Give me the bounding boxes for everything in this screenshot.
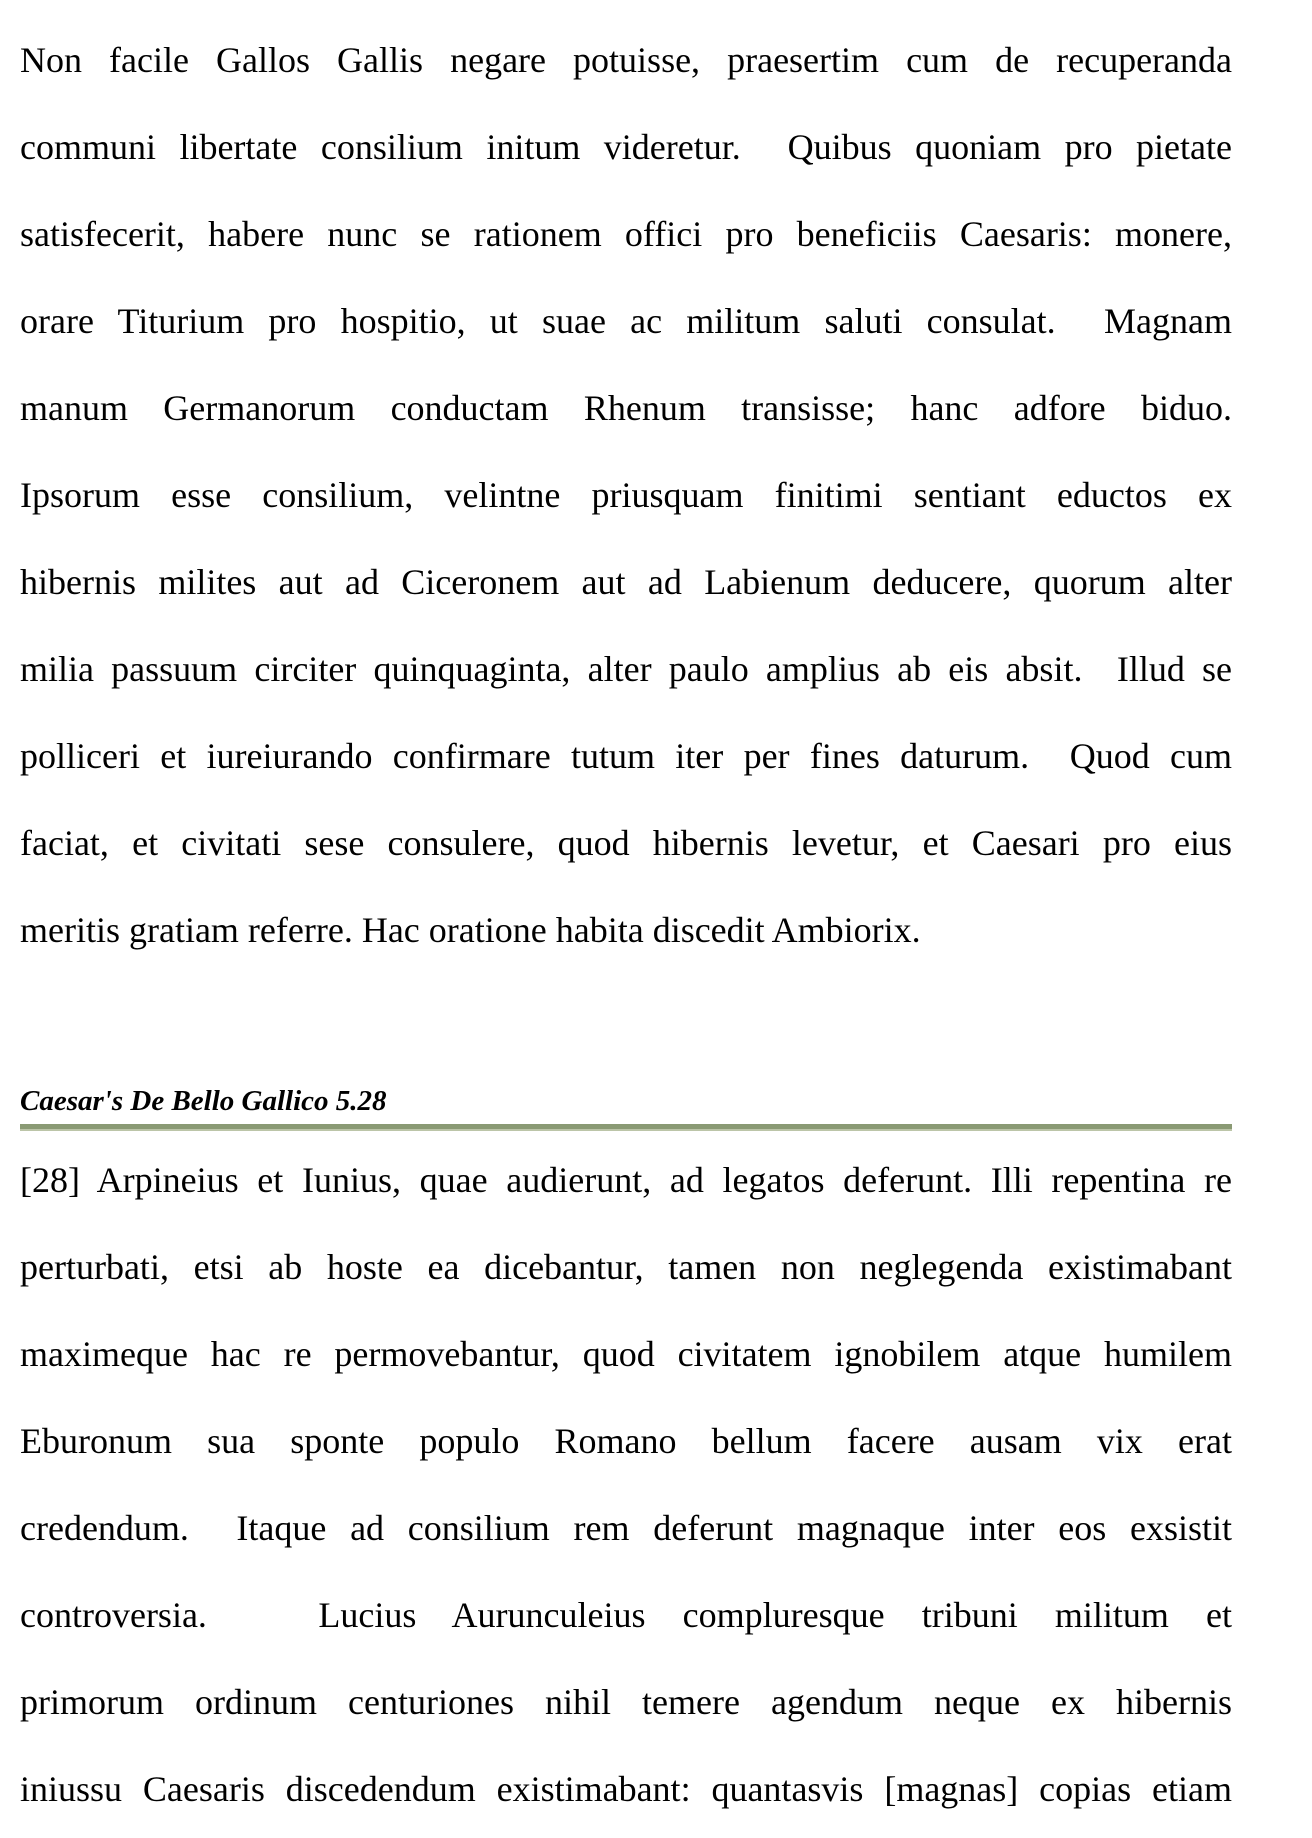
text-line: primorum ordinum centuriones nihil temere agendum neque ex hibernis — [20, 1682, 1232, 1722]
text-line: communi libertate consilium initum videretur. Quibus quoniam pro pietate — [20, 127, 1232, 167]
text-line: iniussu Caesaris discedendum existimabant: quantasvis [magnas] copias etiam — [20, 1769, 1232, 1809]
text-line: hibernis milites aut ad Ciceronem aut ad Labienum deducere, quorum alter — [20, 562, 1232, 602]
section-heading: Caesar's De Bello Gallico 5.28 — [20, 1085, 387, 1117]
text-line: satisfecerit, habere nunc se rationem offici pro beneficiis Caesaris: monere, — [20, 214, 1232, 254]
text-line: manum Germanorum conductam Rhenum transisse; hanc adfore biduo. — [20, 388, 1232, 428]
text-line: meritis gratiam referre. Hac oratione habita discedit Ambiorix. — [20, 910, 921, 950]
text-line: controversia. Lucius Aurunculeius compluresque tribuni militum et — [20, 1595, 1232, 1635]
text-line: polliceri et iureiurando confirmare tutum iter per fines daturum. Quod cum — [20, 736, 1232, 776]
text-line: faciat, et civitati sese consulere, quod hibernis levetur, et Caesari pro eius — [20, 823, 1232, 863]
document-page — [20, 0, 1232, 1833]
text-line: Non facile Gallos Gallis negare potuisse, praesertim cum de recuperanda — [20, 40, 1232, 80]
text-line: credendum. Itaque ad consilium rem deferunt magnaque inter eos exsistit — [20, 1508, 1232, 1548]
text-line: maximeque hac re permovebantur, quod civitatem ignobilem atque humilem — [20, 1334, 1232, 1374]
text-line: Ipsorum esse consilium, velintne priusquam finitimi sentiant eductos ex — [20, 475, 1232, 515]
paragraph-latin-chapter-28 — [20, 1137, 1232, 1833]
heading-rule-highlight — [20, 1129, 1232, 1131]
text-line: [28] Arpineius et Iunius, quae audierunt, ad legatos deferunt. Illi repentina re — [20, 1160, 1232, 1200]
text-line: orare Titurium pro hospitio, ut suae ac militum saluti consulat. Magnam — [20, 301, 1232, 341]
text-line: milia passuum circiter quinquaginta, alter paulo amplius ab eis absit. Illud se — [20, 649, 1232, 689]
text-line: Eburonum sua sponte populo Romano bellum facere ausam vix erat — [20, 1421, 1232, 1461]
paragraph-latin-oration — [20, 17, 1232, 974]
text-line: perturbati, etsi ab hoste ea dicebantur, tamen non neglegenda existimabant — [20, 1247, 1232, 1287]
